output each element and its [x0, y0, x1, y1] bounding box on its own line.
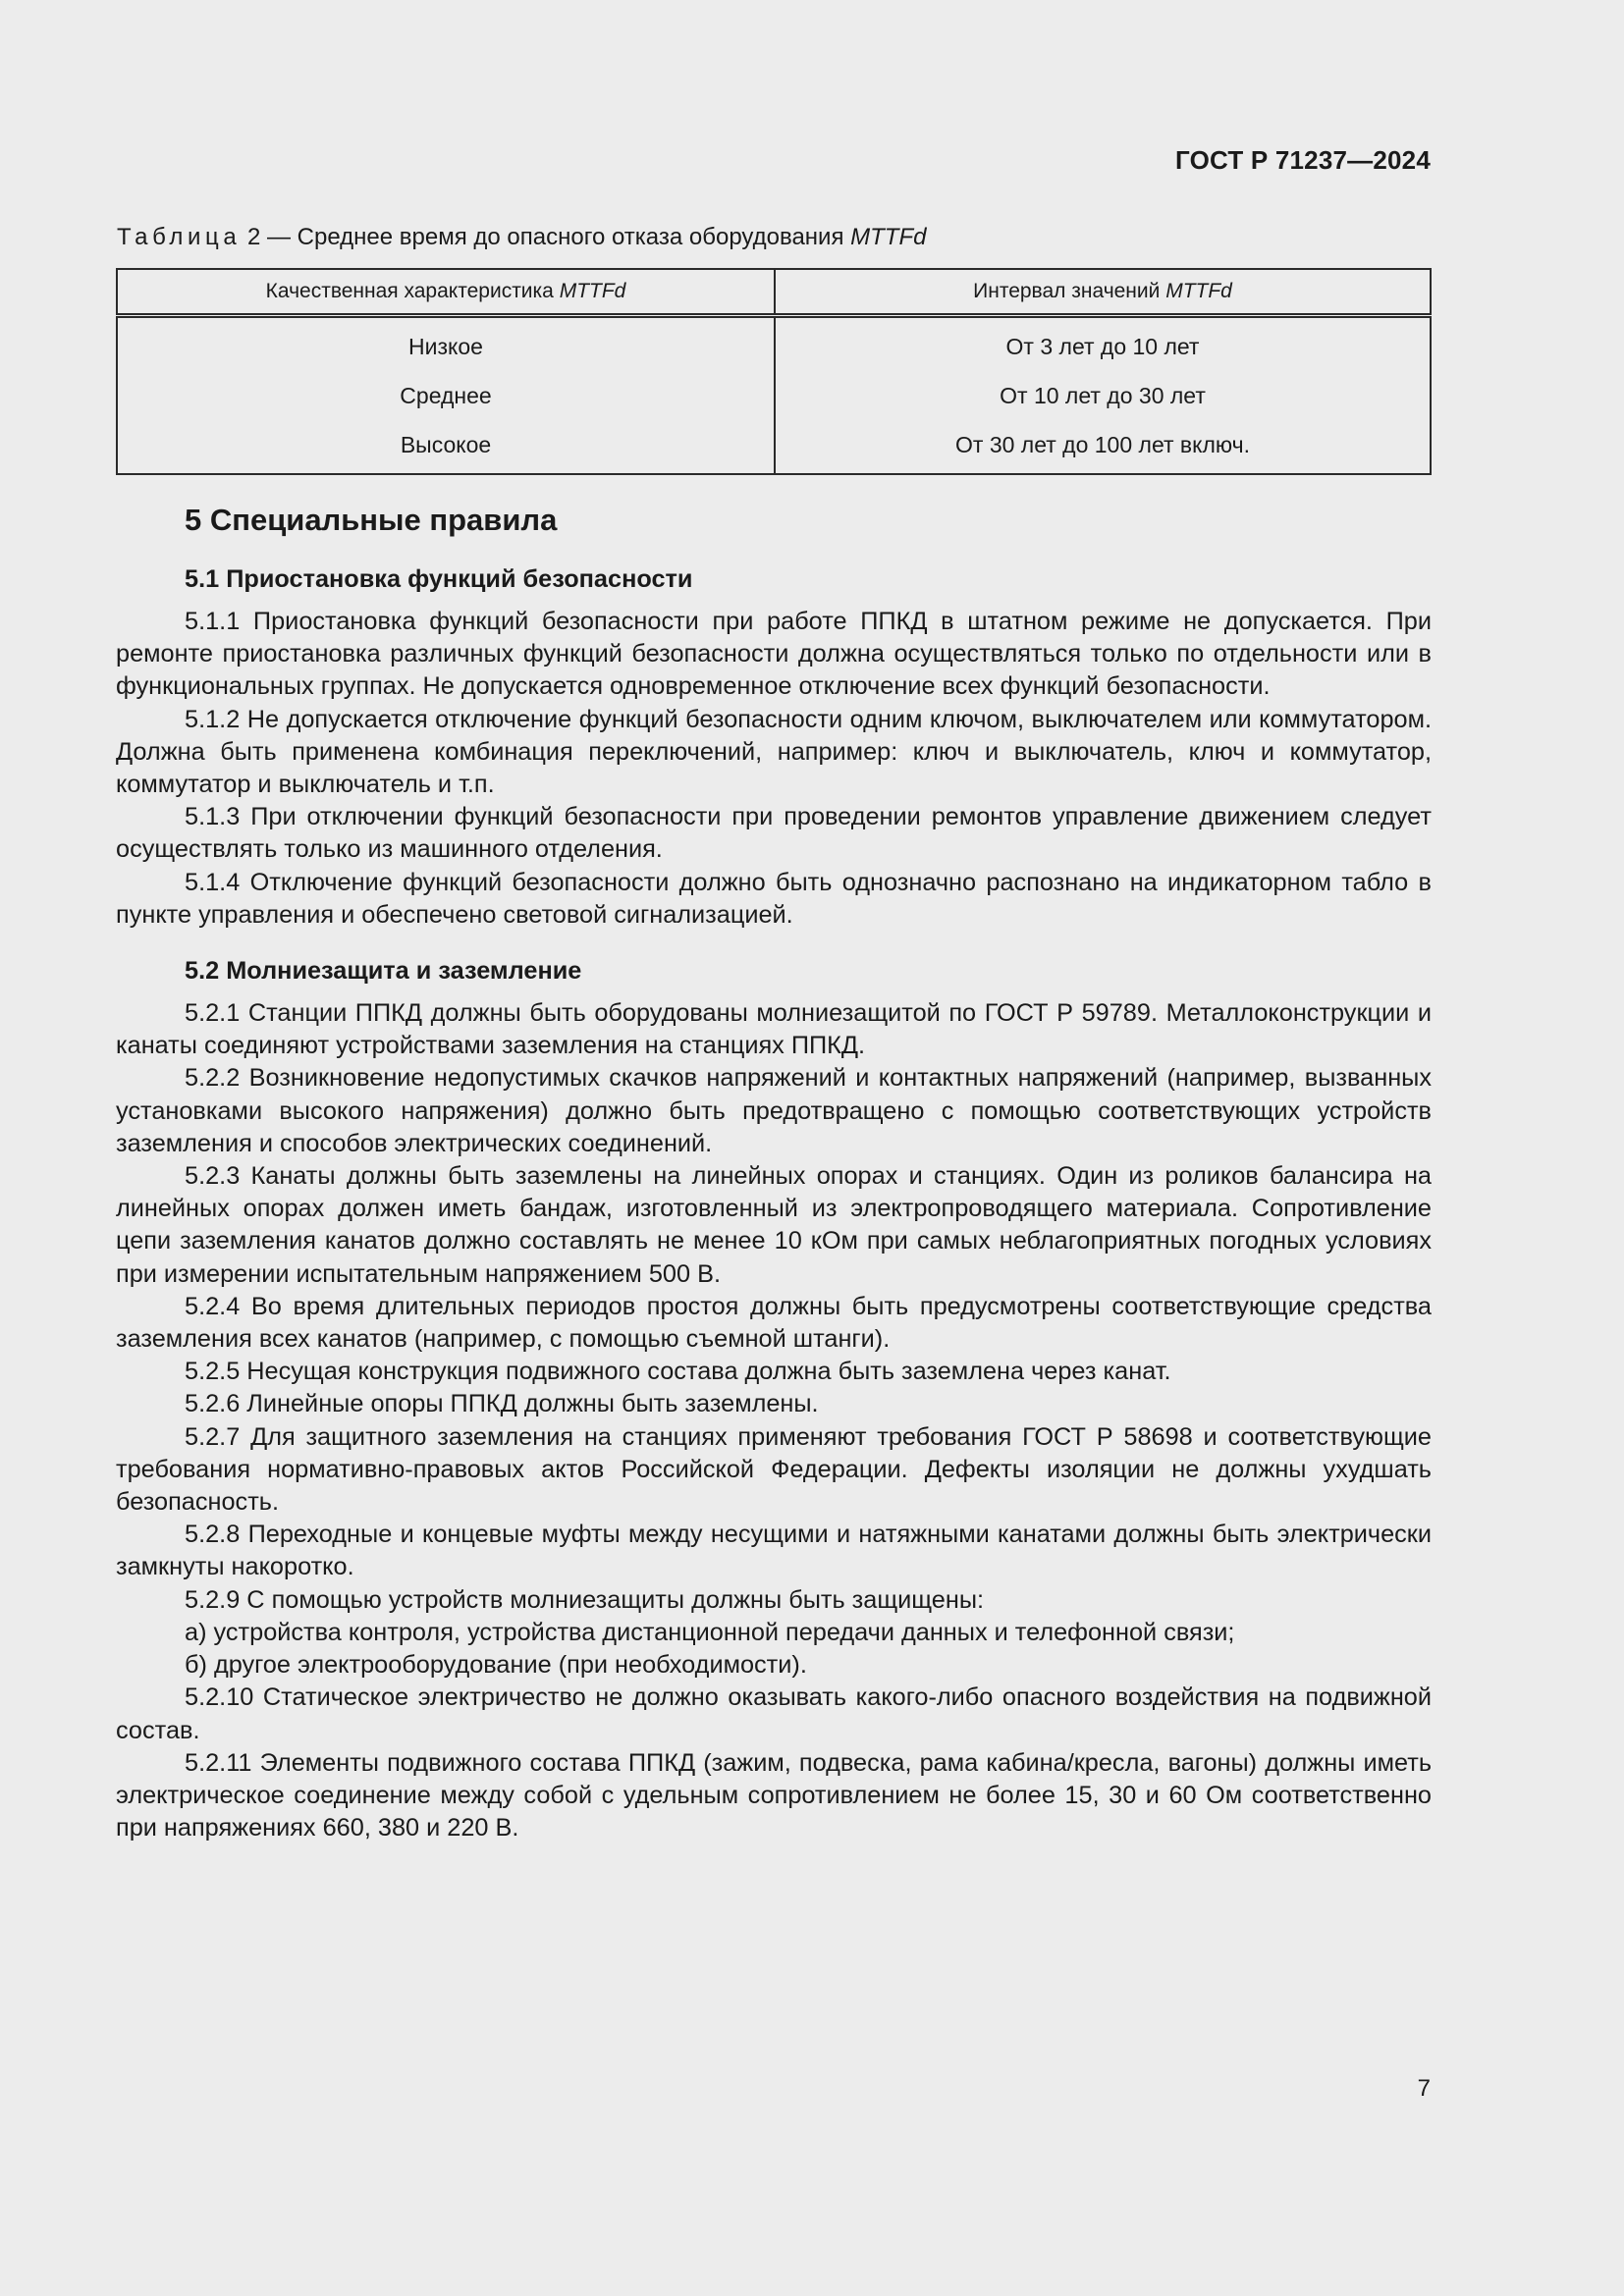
paragraph: 5.1.3 При отключении функций безопасности при проведении ремонтов управление движением следует осуществлять только из машинного отделения. [116, 803, 1432, 864]
paragraph: 5.2.10 Статическое электричество не должно оказывать какого-либо опасного воздействия на подвижной состав. [116, 1683, 1432, 1744]
header-text: Интервал значений [973, 280, 1166, 302]
table-caption [117, 224, 926, 251]
table-caption-prefix: Таблица [117, 224, 242, 250]
table-cell: От 3 лет до 10 лет [775, 316, 1431, 372]
paragraph: 5.2.8 Переходные и концевые муфты между несущими и натяжными канатами должны быть электрически замкнуты накоротко. [116, 1521, 1432, 1581]
paragraph: 5.2.7 Для защитного заземления на станциях применяют требования ГОСТ Р 58698 и соответствующие требования нормативно-правовых актов Российской Федерации. Дефекты изоляции не должны ухудшать безопасность. [116, 1422, 1432, 1517]
list-item: а) устройства контроля, устройства дистанционной передачи данных и телефонной связи; [185, 1618, 1235, 1646]
table-caption-italic: MTTFd [850, 224, 927, 250]
mttfd-table [116, 268, 1432, 475]
table-cell: Среднее [117, 371, 775, 420]
paragraph: 5.2.11 Элементы подвижного состава ППКД (зажим, подвеска, рама кабина/кресла, вагоны) должны иметь электрическое соединение между собой с удельным сопротивлением не более 15, 30 и 60 Ом соответственно при напряжениях 660, 380 и 220 В. [116, 1748, 1432, 1842]
paragraph: 5.2.3 Канаты должны быть заземлены на линейных опорах и станциях. Один из роликов балансира на линейных опорах должен иметь бандаж, изготовленный из электропроводящего материала. Сопротивление цепи заземления канатов должно составлять не менее 10 кОм при самых неблагоприятных погодных условиях при измерении испытательным напряжением 500 В. [116, 1162, 1432, 1288]
header-text: Качественная характеристика [265, 280, 560, 302]
table-cell: От 30 лет до 100 лет включ. [775, 420, 1431, 474]
table-cell: Низкое [117, 316, 775, 372]
paragraph: 5.2.9 С помощью устройств молниезащиты должны быть защищены: [185, 1585, 985, 1614]
paragraph: 5.2.2 Возникновение недопустимых скачков напряжений и контактных напряжений (например, вызванных установками высокого напряжения) должно быть предотвращено с помощью соответствующих устройств заземления и способов электрических соединений. [116, 1064, 1432, 1157]
subsection-title: 5.2 Молниезащита и заземление [185, 957, 582, 986]
table-row [117, 371, 1431, 420]
paragraph: 5.2.6 Линейные опоры ППКД должны быть заземлены. [185, 1390, 819, 1418]
header-italic: MTTFd [1165, 280, 1232, 302]
table-header-cell [775, 269, 1431, 316]
table-header-row [117, 269, 1431, 316]
list-item: б) другое электрооборудование (при необходимости). [185, 1651, 807, 1680]
table-caption-text: 2 — Среднее время до опасного отказа оборудования [246, 224, 851, 250]
document-body [116, 491, 1432, 1844]
table-row [117, 420, 1431, 474]
table-cell: Высокое [117, 420, 775, 474]
section-title: 5 Специальные правила [185, 503, 558, 537]
table-row [117, 316, 1431, 372]
header-italic: MTTFd [559, 280, 626, 302]
paragraph: 5.2.4 Во время длительных периодов простоя должны быть предусмотрены соответствующие средства заземления всех канатов (например, с помощью съемной штанги). [116, 1292, 1432, 1354]
paragraph: 5.1.2 Не допускается отключение функций безопасности одним ключом, выключателем или коммутатором. Должна быть применена комбинация переключений, например: ключ и выключатель, ключ и коммутатор, коммутатор и выключатель и т.п. [116, 705, 1432, 799]
table-cell: От 10 лет до 30 лет [775, 371, 1431, 420]
paragraph: 5.2.5 Несущая конструкция подвижного состава должна быть заземлена через канат. [185, 1358, 1171, 1386]
paragraph: 5.2.1 Станции ППКД должны быть оборудованы молниезащитой по ГОСТ Р 59789. Металлоконструкции и канаты соединяют устройствами заземления на станциях ППКД. [116, 999, 1432, 1060]
table-header-cell [117, 269, 775, 316]
paragraph: 5.1.1 Приостановка функций безопасности при работе ППКД в штатном режиме не допускается. При ремонте приостановка различных функций безопасности должна осуществляться только по отдельности или в функциональных группах. Не допускается одновременное отключение всех функций безопасности. [116, 608, 1432, 701]
page-number: 7 [1417, 2075, 1431, 2102]
paragraph: 5.1.4 Отключение функций безопасности должно быть однозначно распознано на индикаторном табло в пункте управления и обеспечено световой сигнализацией. [116, 868, 1432, 929]
document-code: ГОСТ Р 71237—2024 [1175, 145, 1431, 175]
subsection-title: 5.1 Приостановка функций безопасности [185, 565, 693, 593]
